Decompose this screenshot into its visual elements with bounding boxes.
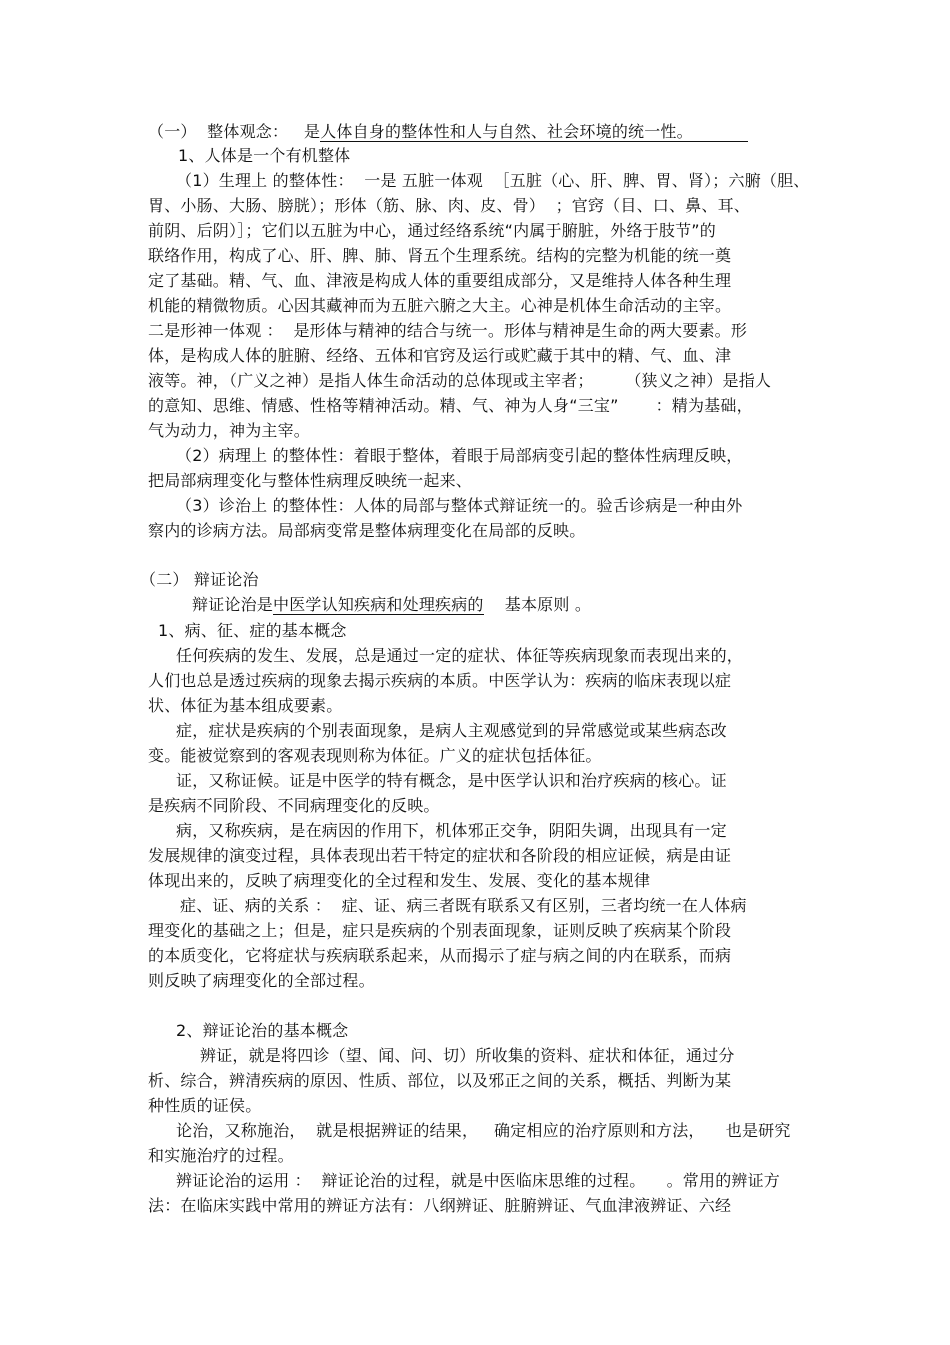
paragraph-line: 证，又称证候。证是中医学的特有概念，是中医学认识和治疗疾病的核心。证	[176, 771, 727, 790]
intro-line	[192, 595, 591, 615]
section-heading-syndrome-differentiation: （二） 辩证论治	[140, 570, 259, 589]
subheading-organic-whole: 1、人体是一个有机整体	[178, 146, 351, 165]
paragraph-line: 状、体征为基本组成要素。	[148, 696, 343, 715]
paragraph-line: 理变化的基础之上；但是，症只是疾病的个别表面现象，证则反映了疾病某个阶段	[148, 921, 732, 940]
paragraph-line: 症，症状是疾病的个别表面现象，是病人主观感觉到的异常感觉或某些病态改	[176, 721, 727, 740]
subheading-basic-concepts: 1、病、征、症的基本概念	[158, 621, 347, 640]
paragraph-line: 把局部病理变化与整体性病理反映统一起来、	[148, 471, 473, 490]
heading-underline-extension	[660, 141, 748, 142]
paragraph-line: 发展规律的演变过程，具体表现出若干特定的症状和各阶段的相应证候，病是由证	[148, 846, 732, 865]
paragraph-line: 定了基础。精、气、血、津液是构成人体的重要组成部分，又是维持人体各种生理	[148, 271, 732, 290]
paragraph-line: 前阴、后阴）］；它们以五脏为中心，通过经络系统“内属于腑脏，外络于肢节”的	[148, 221, 716, 240]
intro-suffix: 基本原则 。	[483, 595, 592, 614]
paragraph-line: 是疾病不同阶段、不同病理变化的反映。	[148, 796, 440, 815]
paragraph-line: 察内的诊病方法。局部病变常是整体病理变化在局部的反映。	[148, 521, 586, 540]
paragraph-line: （1）生理上 的整体性： 一是 五脏一体观 ［五脏（心、肝、脾、胃、肾）；六腑（胆、	[176, 171, 810, 190]
paragraph-line: 的本质变化，它将症状与疾病联系起来，从而揭示了症与病之间的内在联系，而病	[148, 946, 732, 965]
paragraph-line: 病，又称疾病，是在病因的作用下，机体邪正交争，阴阳失调，出现具有一定	[176, 821, 727, 840]
intro-prefix: 辩证论治是	[192, 595, 274, 614]
paragraph-line: 则反映了病理变化的全部过程。	[148, 971, 375, 990]
paragraph-line: 辨证，就是将四诊（望、闻、问、切）所收集的资料、症状和体征，通过分	[200, 1046, 735, 1065]
paragraph-line: 气为动力，神为主宰。	[148, 421, 311, 440]
paragraph-line: 人们也总是透过疾病的现象去揭示疾病的本质。中医学认为：疾病的临床表现以症	[148, 671, 732, 690]
paragraph-line: 体，是构成人体的脏腑、经络、五体和官窍及运行或贮藏于其中的精、气、血、津	[148, 346, 732, 365]
heading-underlined-text: 人体自身的整体性和人与自然、社会环境的统一性。	[320, 122, 693, 141]
paragraph-line: 辨证论治的运用 ： 辩证论治的过程，就是中医临床思维的过程。 。常用的辨证方	[176, 1171, 781, 1190]
paragraph-line: 液等。神，（广义之神）是指人体生命活动的总体现或主宰者； （狭义之神）是指人	[148, 371, 772, 390]
heading-prefix: （一） 整体观念： 是	[148, 122, 321, 141]
paragraph-line: 任何疾病的发生、发展，总是通过一定的症状、体征等疾病现象而表现出来的，	[176, 646, 744, 665]
paragraph-line: （2）病理上 的整体性：着眼于整体，着眼于局部病变引起的整体性病理反映，	[176, 446, 743, 465]
paragraph-line: 胃、小肠、大肠、膀胱）；形体（筋、脉、肉、皮、骨） ；官窍（目、口、鼻、耳、	[148, 196, 750, 215]
paragraph-line: 变。能被觉察到的客观表现则称为体征。广义的症状包括体征。	[148, 746, 602, 765]
paragraph-line: 症、证、病的关系 ： 症、证、病三者既有联系又有区别，三者均统一在人体病	[180, 896, 747, 915]
paragraph-line: 析、综合，辨清疾病的原因、性质、部位，以及邪正之间的关系，概括、判断为某	[148, 1071, 732, 1090]
paragraph-line: 种性质的证侯。	[148, 1096, 262, 1115]
paragraph-line: 体现出来的，反映了病理变化的全过程和发生、发展、变化的基本规律	[148, 871, 651, 890]
subheading-treatment-concepts: 2、辩证论治的基本概念	[176, 1021, 349, 1040]
paragraph-line: 的意知、思维、情感、性格等精神活动。精、气、神为人身“三宝” ：精为基础，	[148, 396, 753, 415]
paragraph-line: 二是形神一体观 ： 是形体与精神的结合与统一。形体与精神是生命的两大要素。形	[148, 321, 748, 340]
paragraph-line: 法：在临床实践中常用的辨证方法有：八纲辨证、脏腑辨证、气血津液辨证、六经	[148, 1196, 732, 1215]
paragraph-line: 联络作用，构成了心、肝、脾、肺、肾五个生理系统。结构的完整为机能的统一奠	[148, 246, 732, 265]
intro-underlined-text: 中医学认知疾病和处理疾病的	[273, 595, 484, 614]
paragraph-line: 论治，又称施治， 就是根据辨证的结果， 确定相应的治疗原则和方法， 也是研究	[176, 1121, 791, 1140]
section-heading-holistic	[148, 122, 693, 142]
paragraph-line: 和实施治疗的过程。	[148, 1146, 294, 1165]
paragraph-line: 机能的精微物质。心因其藏神而为五脏六腑之大主。心神是机体生命活动的主宰。	[148, 296, 732, 315]
paragraph-line: （3）诊治上 的整体性：人体的局部与整体式辩证统一的。验舌诊病是一种由外	[176, 496, 743, 515]
